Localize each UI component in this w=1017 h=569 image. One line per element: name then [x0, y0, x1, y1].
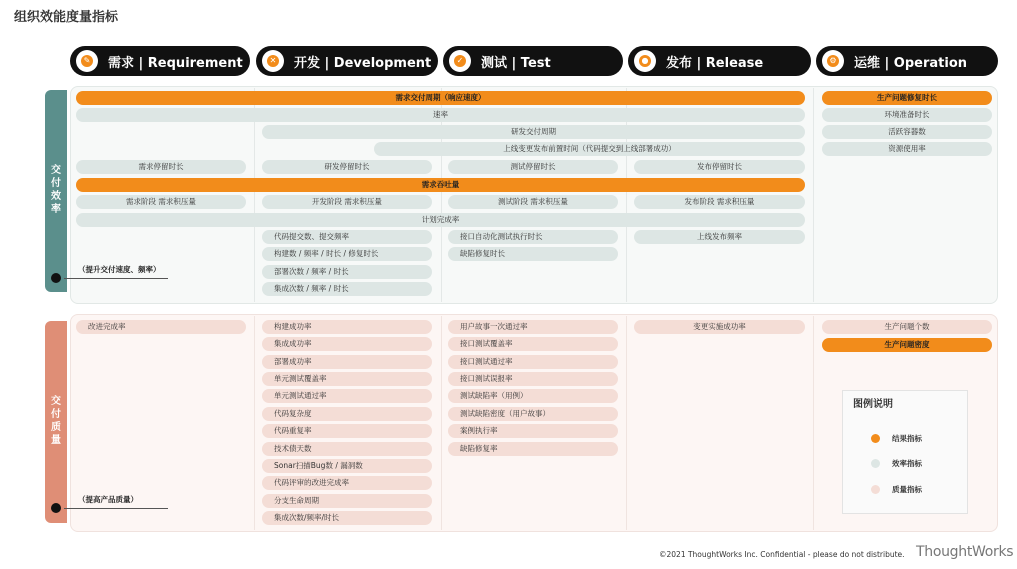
header-label: 需求 | Requirement: [108, 55, 243, 71]
legend-item-result: [871, 433, 922, 444]
metric-test-wait: 测试停留时长: [448, 160, 618, 174]
header-label: 运维 | Operation: [854, 55, 968, 71]
column-divider: [813, 316, 814, 530]
legend-title: 图例说明: [853, 399, 893, 410]
requirement-icon: ✎: [76, 50, 98, 72]
quality-side-label: 交付质量: [51, 396, 61, 446]
metric-unit-pass: 单元测试通过率: [262, 389, 432, 403]
metric-throughput: 需求吞吐量: [76, 178, 805, 192]
metric-case-exec: 案例执行率: [448, 424, 618, 438]
metric-review-improve: 代码评审的改进完成率: [262, 476, 432, 490]
legend-swatch-quality: [871, 485, 880, 494]
metric-branch-lifecycle: 分支生命周期: [262, 494, 432, 508]
metric-code-complexity: 代码复杂度: [262, 407, 432, 421]
metric-prod-fix-time: 生产问题修复时长: [822, 91, 992, 105]
legend: [842, 390, 968, 514]
metric-dev-wait: 研发停留时长: [262, 160, 432, 174]
metric-defect-fix-time: 缺陷修复时长: [448, 247, 618, 261]
release-icon: ●: [634, 50, 656, 72]
metric-release-backlog: 发布阶段 需求积压量: [634, 195, 805, 209]
metric-prod-issue-count: 生产问题个数: [822, 320, 992, 334]
metric-commit-freq: 代码提交数、提交频率: [262, 230, 432, 244]
metric-release-freq: 上线发布频率: [634, 230, 805, 244]
quality-note: （提高产品质量）: [78, 495, 138, 504]
header-label: 开发 | Development: [294, 55, 432, 71]
metric-api-pass: 接口测试通过率: [448, 355, 618, 369]
metric-release-wait: 发布停留时长: [634, 160, 805, 174]
metric-build-stats: 构建数 / 频率 / 时长 / 修复时长: [262, 247, 432, 261]
legend-swatch-result: [871, 434, 880, 443]
metric-defect-fix-rate: 缺陷修复率: [448, 442, 618, 456]
metric-req-wait: 需求停留时长: [76, 160, 246, 174]
metric-code-duplication: 代码重复率: [262, 424, 432, 438]
header-release[interactable]: [628, 46, 811, 76]
metric-improvement-rate: 改进完成率: [76, 320, 246, 334]
metric-api-coverage: 接口测试覆盖率: [448, 337, 618, 351]
gear-icon: ⚙: [822, 50, 844, 72]
column-divider: [813, 88, 814, 302]
metric-api-auto-test: 接口自动化测试执行时长: [448, 230, 618, 244]
header-requirement[interactable]: [70, 46, 250, 76]
header-label: 测试 | Test: [481, 55, 551, 71]
metric-unit-coverage: 单元测试覆盖率: [262, 372, 432, 386]
metric-active-containers: 活跃容器数: [822, 125, 992, 139]
metric-change-success: 变更实施成功率: [634, 320, 805, 334]
metric-prod-issue-density: 生产问题密度: [822, 338, 992, 352]
header-label: 发布 | Release: [666, 55, 764, 71]
metric-defect-density-story: 测试缺陷密度（用户故事）: [448, 407, 618, 421]
metric-defect-rate-case: 测试缺陷率（用例）: [448, 389, 618, 403]
header-test[interactable]: [443, 46, 623, 76]
efficiency-note: （提升交付速度、频率）: [78, 265, 161, 274]
column-divider: [626, 316, 627, 530]
metric-integration-stats-quality: 集成次数/频率/时长: [262, 511, 432, 525]
metric-story-pass: 用户故事一次通过率: [448, 320, 618, 334]
tools-icon: ✕: [262, 50, 284, 72]
column-divider: [441, 316, 442, 530]
quality-note-line: [64, 508, 168, 509]
brand-logo: ThoughtWorks: [916, 544, 1014, 560]
test-icon: ✓: [449, 50, 471, 72]
quality-marker-dot: [51, 503, 61, 513]
metric-deploy-stats: 部署次数 / 频率 / 时长: [262, 265, 432, 279]
page-title: 组织效能度量指标: [14, 10, 119, 25]
efficiency-side-bar: [45, 90, 67, 292]
metric-test-backlog: 测试阶段 需求积压量: [448, 195, 618, 209]
legend-item-efficiency: [871, 458, 922, 469]
efficiency-note-line: [64, 278, 168, 279]
efficiency-marker-dot: [51, 273, 61, 283]
metric-integration-success: 集成成功率: [262, 337, 432, 351]
metric-api-false: 接口测试误报率: [448, 372, 618, 386]
metric-integration-stats: 集成次数 / 频率 / 时长: [262, 282, 432, 296]
metric-req-backlog: 需求阶段 需求积压量: [76, 195, 246, 209]
metric-lead-time: 上线变更发布前置时间（代码提交到上线部署成功）: [374, 142, 805, 156]
legend-item-quality: [871, 484, 922, 495]
efficiency-side-label: 交付效率: [51, 165, 61, 215]
metric-plan-completion: 计划完成率: [76, 213, 805, 227]
metric-tech-debt: 技术债天数: [262, 442, 432, 456]
quality-side-bar: [45, 321, 67, 523]
header-operation[interactable]: [816, 46, 998, 76]
metric-env-prep: 环境准备时长: [822, 108, 992, 122]
header-development[interactable]: [256, 46, 438, 76]
metric-dev-backlog: 开发阶段 需求积压量: [262, 195, 432, 209]
metric-resource-usage: 资源使用率: [822, 142, 992, 156]
metric-demand-cycle: 需求交付周期（响应速度）: [76, 91, 805, 105]
metric-sonar: Sonar扫描Bug数 / 漏洞数: [262, 459, 432, 473]
legend-swatch-efficiency: [871, 459, 880, 468]
legend-label: 质量指标: [892, 485, 922, 494]
metric-rate: 速率: [76, 108, 805, 122]
metric-build-success: 构建成功率: [262, 320, 432, 334]
column-divider: [254, 316, 255, 530]
legend-label: 结果指标: [892, 434, 922, 443]
metric-dev-cycle: 研发交付周期: [262, 125, 805, 139]
legend-label: 效率指标: [892, 459, 922, 468]
footer-copyright: ©2021 ThoughtWorks Inc. Confidential - please do not distribute.: [659, 550, 905, 559]
metric-deploy-success: 部署成功率: [262, 355, 432, 369]
